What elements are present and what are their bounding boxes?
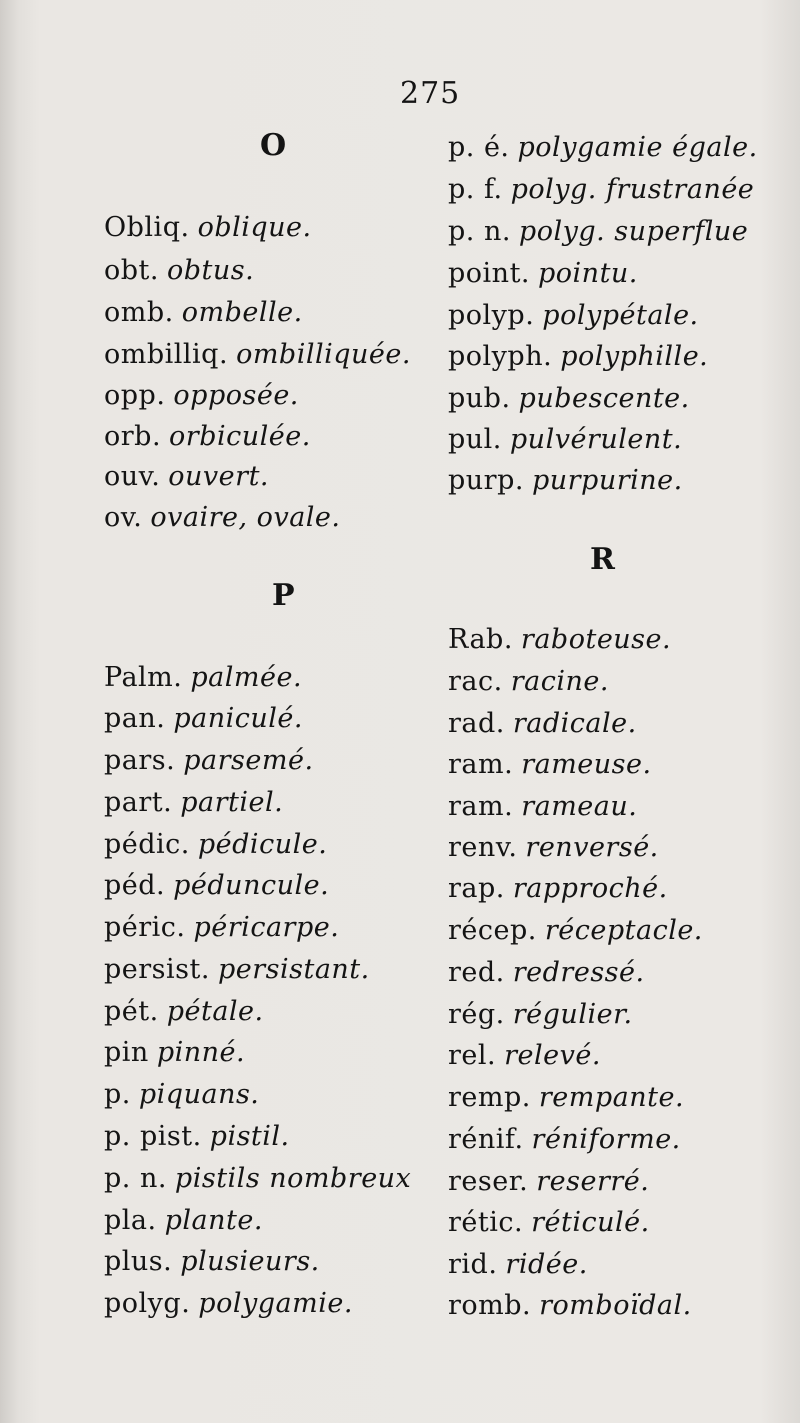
entry-abbreviation: pan.	[104, 703, 166, 734]
entry-meaning: romboïdal.	[539, 1290, 692, 1321]
glossary-entry	[104, 297, 303, 328]
glossary-entry	[448, 1166, 649, 1197]
entry-abbreviation: remp.	[448, 1082, 531, 1113]
glossary-entry	[104, 380, 299, 411]
glossary-entry	[448, 1249, 588, 1280]
entry-meaning: renversé.	[525, 832, 659, 863]
glossary-entry	[104, 1163, 411, 1194]
glossary-entry	[448, 999, 633, 1030]
entry-meaning: ombilliquée.	[236, 339, 411, 370]
entry-meaning: radicale.	[512, 708, 637, 739]
glossary-entry	[104, 502, 340, 533]
glossary-entry	[448, 383, 690, 414]
glossary-entry	[448, 957, 645, 988]
glossary-entry	[448, 624, 671, 655]
entry-meaning: rameuse.	[521, 749, 652, 780]
glossary-entry	[448, 1290, 692, 1321]
glossary-entry	[104, 829, 327, 860]
entry-meaning: réniforme.	[531, 1124, 681, 1155]
glossary-entry	[104, 996, 264, 1027]
entry-meaning: pétale.	[166, 996, 264, 1027]
entry-abbreviation: pin	[104, 1037, 149, 1068]
glossary-entry	[448, 174, 754, 205]
glossary-entry	[448, 424, 682, 455]
entry-meaning: redressé.	[512, 957, 645, 988]
glossary-entry	[104, 1246, 320, 1277]
entry-meaning: pulvérulent.	[509, 424, 683, 455]
entry-meaning: rempante.	[538, 1082, 685, 1113]
entry-meaning: opposée.	[173, 380, 299, 411]
page-number: 275	[400, 76, 461, 111]
entry-meaning: plusieurs.	[180, 1246, 320, 1277]
entry-abbreviation: reser.	[448, 1166, 529, 1197]
entry-meaning: paniculé.	[173, 703, 303, 734]
glossary-entry	[448, 300, 699, 331]
entry-abbreviation: ram.	[448, 749, 514, 780]
glossary-entry	[448, 791, 637, 822]
entry-abbreviation: Palm.	[104, 662, 183, 693]
glossary-entry	[448, 915, 703, 946]
entry-abbreviation: pédic.	[104, 829, 190, 860]
entry-abbreviation: obt.	[104, 255, 159, 286]
entry-abbreviation: polyp.	[448, 300, 535, 331]
entry-meaning: orbiculée.	[169, 421, 311, 452]
glossary-entry	[104, 1079, 259, 1110]
entry-abbreviation: purp.	[448, 465, 524, 496]
entry-abbreviation: orb.	[104, 421, 162, 452]
glossary-entry	[448, 132, 758, 163]
entry-meaning: racine.	[510, 666, 609, 697]
glossary-entry	[448, 1082, 684, 1113]
entry-abbreviation: p.	[104, 1079, 131, 1110]
entry-abbreviation: polyph.	[448, 341, 553, 372]
glossary-entry	[104, 461, 269, 492]
entry-abbreviation: romb.	[448, 1290, 532, 1321]
entry-abbreviation: p. n.	[448, 216, 511, 247]
glossary-entry	[104, 1037, 245, 1068]
glossary-entry	[448, 666, 609, 697]
glossary-entry	[104, 1205, 263, 1236]
entry-abbreviation: rap.	[448, 873, 505, 904]
glossary-entry	[448, 341, 708, 372]
glossary-entry	[448, 216, 748, 247]
entry-meaning: persistant.	[217, 954, 370, 985]
entry-abbreviation: p. é.	[448, 132, 510, 163]
entry-meaning: oblique.	[197, 212, 312, 243]
entry-abbreviation: omb.	[104, 297, 174, 328]
glossary-entry	[104, 421, 311, 452]
entry-abbreviation: rétic.	[448, 1207, 524, 1238]
entry-abbreviation: p. n.	[104, 1163, 167, 1194]
entry-meaning: purpurine.	[531, 465, 683, 496]
entry-abbreviation: rénif.	[448, 1124, 524, 1155]
section-heading-o: O	[260, 128, 287, 163]
entry-meaning: ridée.	[505, 1249, 588, 1280]
entry-abbreviation: red.	[448, 957, 505, 988]
entry-abbreviation: Rab.	[448, 624, 513, 655]
section-heading-r: R	[590, 542, 615, 577]
glossary-entry	[104, 212, 312, 243]
entry-abbreviation: rad.	[448, 708, 505, 739]
glossary-entry	[104, 703, 303, 734]
entry-meaning: palmée.	[190, 662, 303, 693]
entry-meaning: pistils nombreux	[174, 1163, 412, 1194]
entry-abbreviation: plus.	[104, 1246, 173, 1277]
glossary-entry	[448, 465, 683, 496]
entry-meaning: pubescente.	[518, 383, 690, 414]
entry-meaning: polygamie égale.	[517, 132, 758, 163]
entry-meaning: péricarpe.	[193, 912, 340, 943]
glossary-entry	[448, 873, 668, 904]
glossary-entry	[448, 749, 652, 780]
entry-abbreviation: pars.	[104, 745, 176, 776]
entry-abbreviation: rac.	[448, 666, 503, 697]
entry-abbreviation: pét.	[104, 996, 159, 1027]
glossary-entry	[104, 870, 329, 901]
entry-meaning: parsemé.	[183, 745, 314, 776]
section-heading-p: P	[272, 578, 295, 613]
glossary-entry	[448, 1040, 601, 1071]
glossary-entry	[104, 1288, 353, 1319]
entry-abbreviation: persist.	[104, 954, 210, 985]
entry-meaning: péduncule.	[173, 870, 330, 901]
entry-meaning: raboteuse.	[520, 624, 672, 655]
glossary-entry	[104, 662, 302, 693]
entry-abbreviation: polyg.	[104, 1288, 191, 1319]
entry-meaning: régulier.	[512, 999, 633, 1030]
entry-abbreviation: pla.	[104, 1205, 157, 1236]
entry-meaning: rapproché.	[512, 873, 668, 904]
entry-meaning: ouvert.	[168, 461, 269, 492]
entry-meaning: polypétale.	[542, 300, 699, 331]
entry-abbreviation: rid.	[448, 1249, 498, 1280]
entry-meaning: ovaire, ovale.	[150, 502, 341, 533]
entry-abbreviation: pul.	[448, 424, 502, 455]
glossary-entry	[104, 745, 314, 776]
entry-abbreviation: rel.	[448, 1040, 497, 1071]
entry-meaning: pistil.	[209, 1121, 290, 1152]
entry-abbreviation: pub.	[448, 383, 511, 414]
entry-meaning: obtus.	[166, 255, 255, 286]
entry-abbreviation: point.	[448, 258, 530, 289]
entry-abbreviation: récep.	[448, 915, 537, 946]
entry-meaning: piquans.	[138, 1079, 260, 1110]
entry-meaning: polygamie.	[198, 1288, 353, 1319]
entry-meaning: ombelle.	[181, 297, 303, 328]
entry-abbreviation: rég.	[448, 999, 505, 1030]
glossary-entry	[104, 912, 339, 943]
glossary-entry	[448, 1124, 681, 1155]
entry-abbreviation: ouv.	[104, 461, 161, 492]
entry-abbreviation: p. pist.	[104, 1121, 202, 1152]
glossary-entry	[448, 832, 659, 863]
entry-meaning: partiel.	[180, 787, 284, 818]
entry-abbreviation: ov.	[104, 502, 143, 533]
glossary-entry	[448, 1207, 650, 1238]
entry-abbreviation: Obliq.	[104, 212, 190, 243]
entry-meaning: polyg. frustranée	[510, 174, 755, 205]
entry-meaning: relevé.	[504, 1040, 601, 1071]
glossary-entry	[448, 258, 638, 289]
entry-meaning: polyg. superflue	[518, 216, 749, 247]
entry-meaning: réticulé.	[531, 1207, 650, 1238]
entry-abbreviation: ombilliq.	[104, 339, 229, 370]
entry-abbreviation: péd.	[104, 870, 166, 901]
entry-abbreviation: part.	[104, 787, 173, 818]
entry-meaning: pinné.	[156, 1037, 246, 1068]
entry-abbreviation: renv.	[448, 832, 518, 863]
entry-meaning: rameau.	[521, 791, 638, 822]
glossary-entry	[104, 954, 370, 985]
glossary-entry	[104, 339, 411, 370]
glossary-entry	[104, 1121, 290, 1152]
entry-meaning: pointu.	[538, 258, 638, 289]
entry-meaning: reserré.	[536, 1166, 650, 1197]
entry-meaning: réceptacle.	[544, 915, 703, 946]
glossary-entry	[448, 708, 637, 739]
entry-abbreviation: p. f.	[448, 174, 503, 205]
entry-abbreviation: ram.	[448, 791, 514, 822]
glossary-entry	[104, 255, 254, 286]
glossary-entry	[104, 787, 283, 818]
entry-meaning: polyphille.	[560, 341, 709, 372]
entry-meaning: pédicule.	[197, 829, 328, 860]
entry-abbreviation: opp.	[104, 380, 166, 411]
entry-meaning: plante.	[164, 1205, 263, 1236]
entry-abbreviation: péric.	[104, 912, 186, 943]
